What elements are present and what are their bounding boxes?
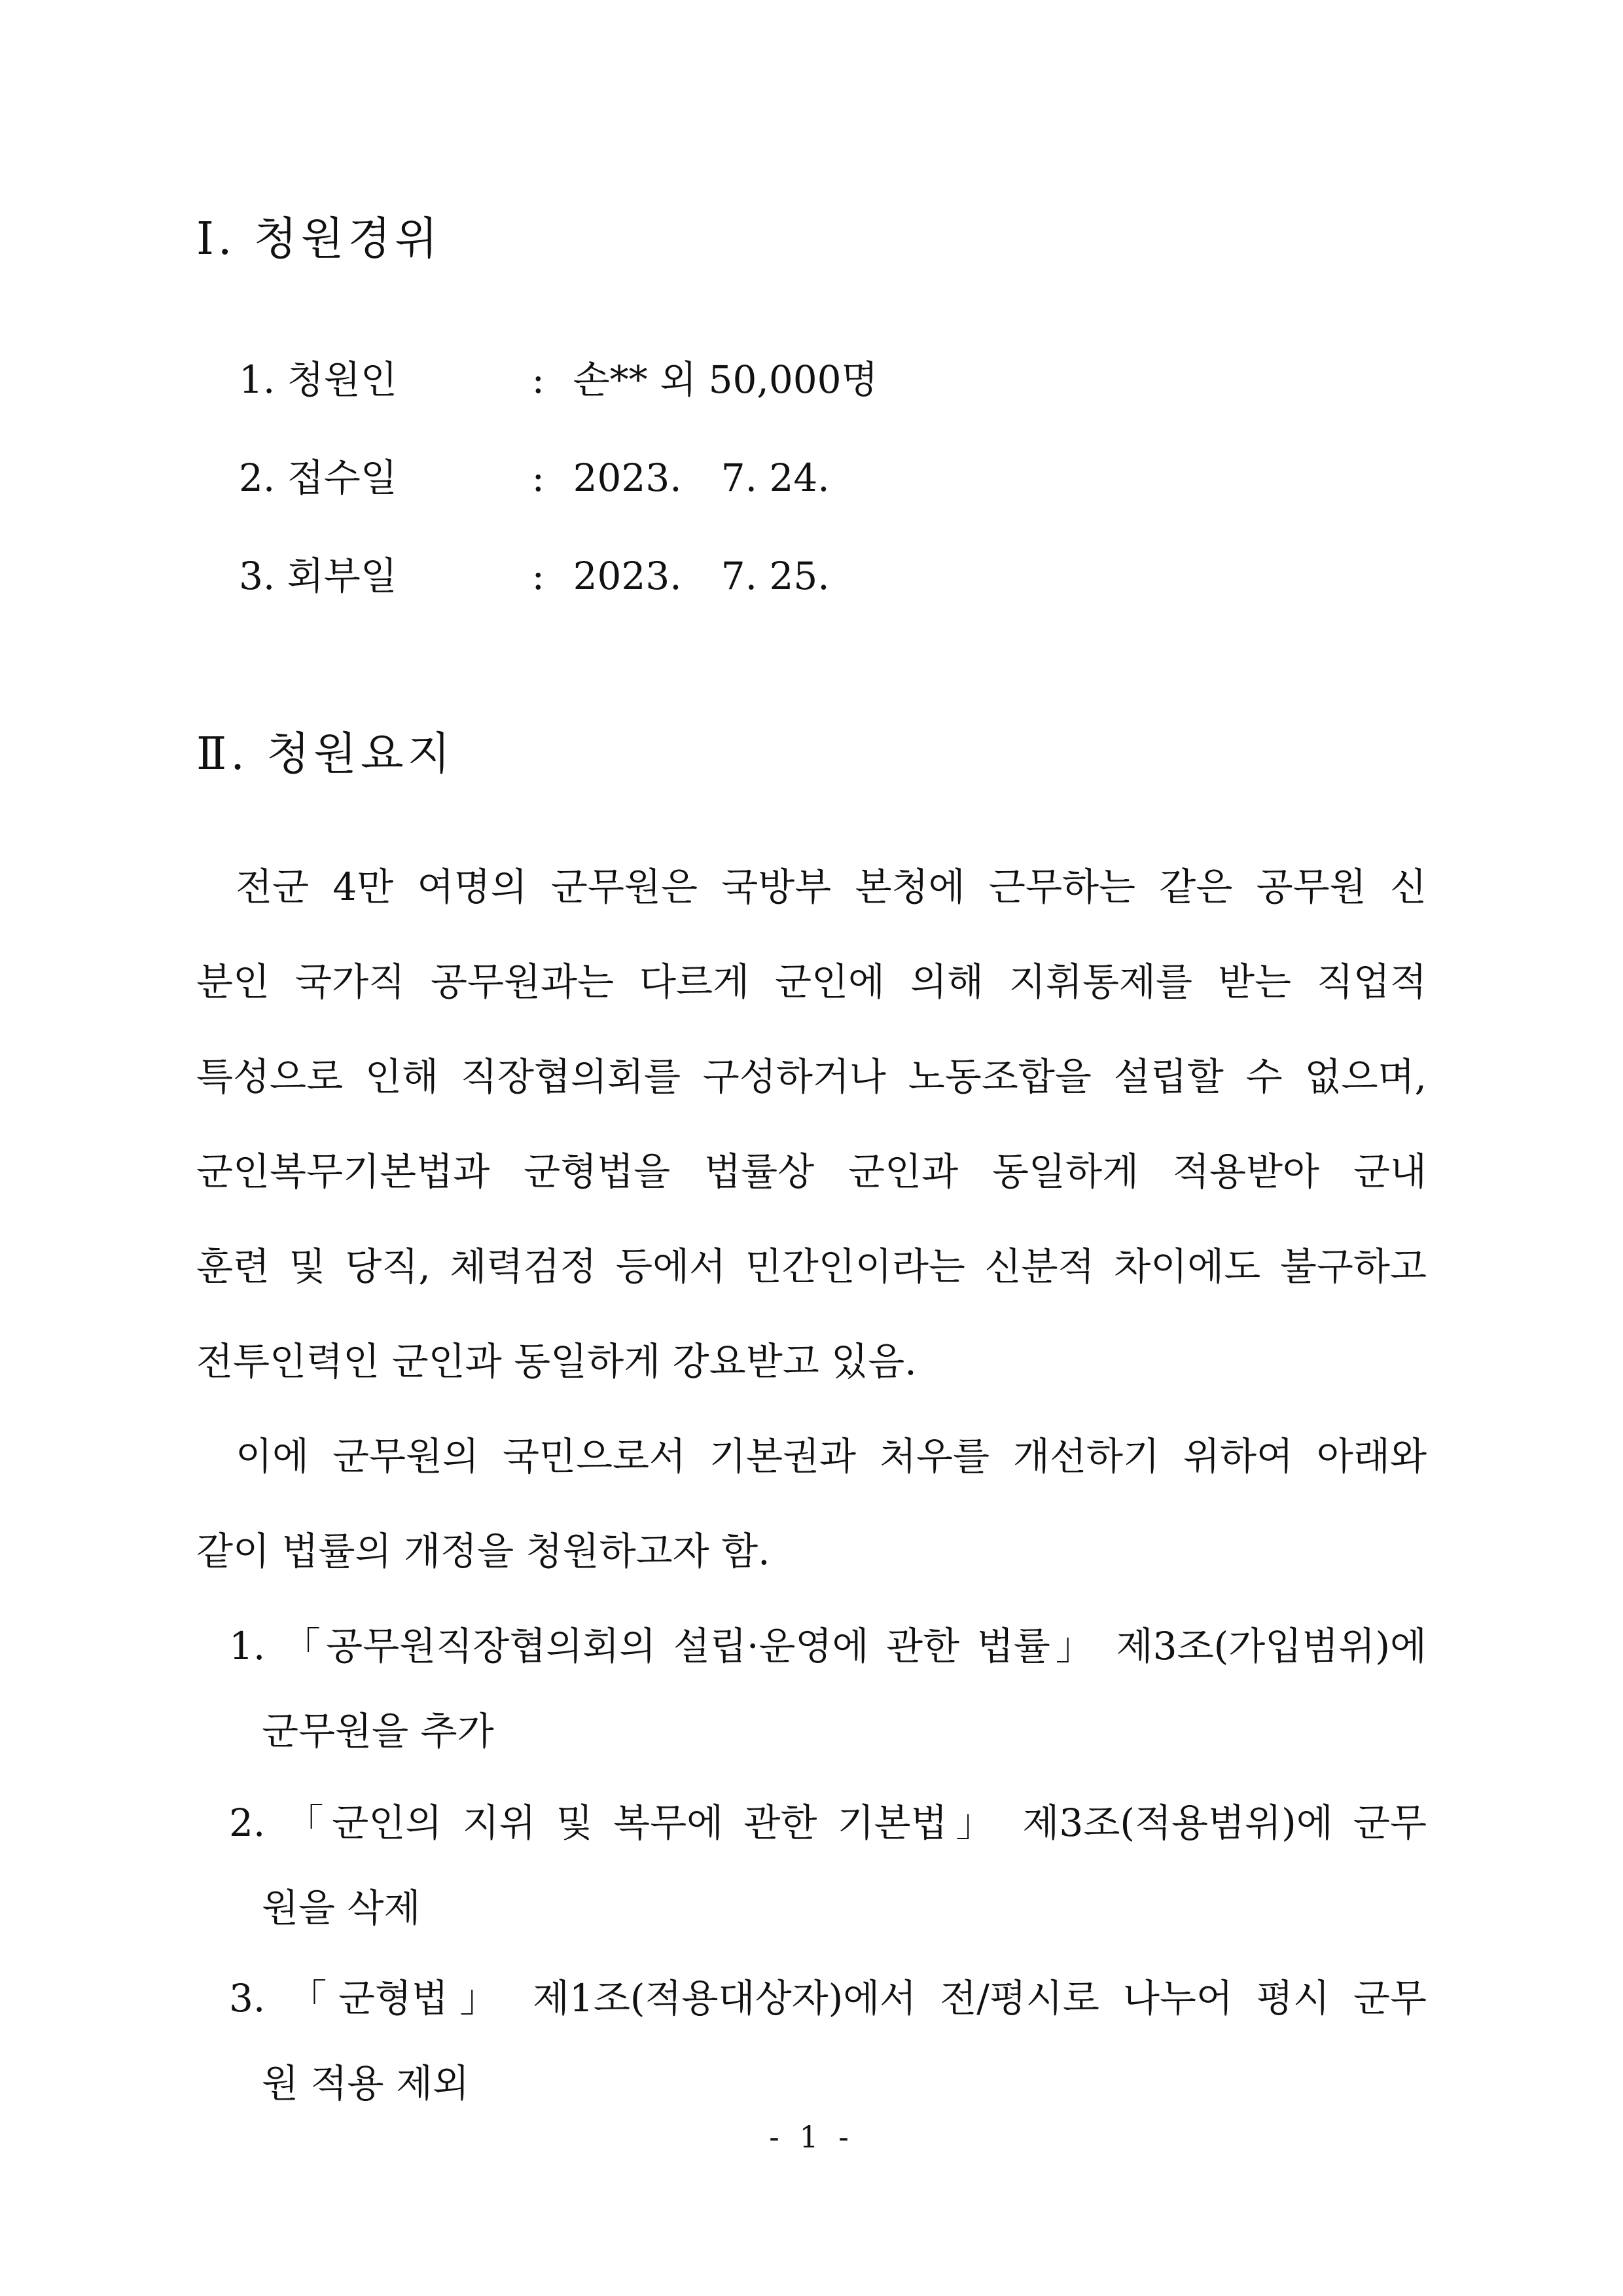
info-number: 2. (239, 456, 276, 500)
colon: : (531, 554, 544, 598)
amendment-item-3-cont: 원 적용 제외 (262, 2061, 470, 2106)
paragraph-line: 특성으로 인해 직장협의회를 구성하거나 노동조합을 설립할 수 없으며, (196, 1054, 1427, 1099)
info-label: 회부일 (287, 554, 397, 598)
colon: : (531, 357, 544, 402)
info-label: 청원인 (287, 357, 397, 402)
info-label: 접수일 (287, 456, 397, 500)
paragraph-line: 같이 법률의 개정을 청원하고자 함. (196, 1529, 770, 1573)
paragraph-line: 분인 국가직 공무원과는 다르게 군인에 의해 지휘통제를 받는 직업적 (196, 960, 1427, 1004)
info-number: 1. (239, 357, 276, 402)
info-value-year: 2023. (573, 456, 682, 500)
section-heading-2: Ⅱ. 청원요지 (196, 728, 455, 780)
info-value-date: 7. 24. (721, 456, 830, 500)
info-row-received-date (239, 455, 830, 501)
colon: : (531, 456, 544, 500)
page-number: - 1 - (769, 2119, 854, 2155)
paragraph-line: 훈련 및 당직, 체력검정 등에서 민간인이라는 신분적 차이에도 불구하고 (196, 1244, 1427, 1289)
paragraph-line: 이에 군무원의 국민으로서 기본권과 처우를 개선하기 위하여 아래와 (236, 1434, 1427, 1479)
info-row-petitioner (239, 357, 878, 403)
paragraph-line: 전투인력인 군인과 동일하게 강요받고 있음. (196, 1339, 917, 1384)
info-value-date: 7. 25. (721, 554, 830, 598)
info-row-referral-date (239, 553, 830, 599)
amendment-item-2-cont: 원을 삭제 (262, 1886, 421, 1930)
section-heading-1: Ⅰ. 청원경위 (196, 213, 442, 265)
paragraph-line: 군인복무기본법과 군형법을 법률상 군인과 동일하게 적용받아 군내 (196, 1149, 1427, 1194)
paragraph-line: 전군 4만 여명의 군무원은 국방부 본청에 근무하는 같은 공무원 신 (236, 865, 1427, 909)
amendment-item-3: 3. 「군형법」 제1조(적용대상자)에서 전/평시로 나누어 평시 군무 (229, 1976, 1427, 2020)
info-number: 3. (239, 554, 276, 598)
amendment-item-1-cont: 군무원을 추가 (262, 1709, 494, 1753)
info-value: 손** 외 50,000명 (573, 357, 878, 402)
info-value-year: 2023. (573, 554, 682, 598)
amendment-item-2: 2. 「군인의 지위 및 복무에 관한 기본법」 제3조(적용범위)에 군무 (229, 1801, 1427, 1845)
amendment-item-1: 1. 「공무원직장협의회의 설립·운영에 관한 법률」 제3조(가입범위)에 (229, 1624, 1427, 1668)
